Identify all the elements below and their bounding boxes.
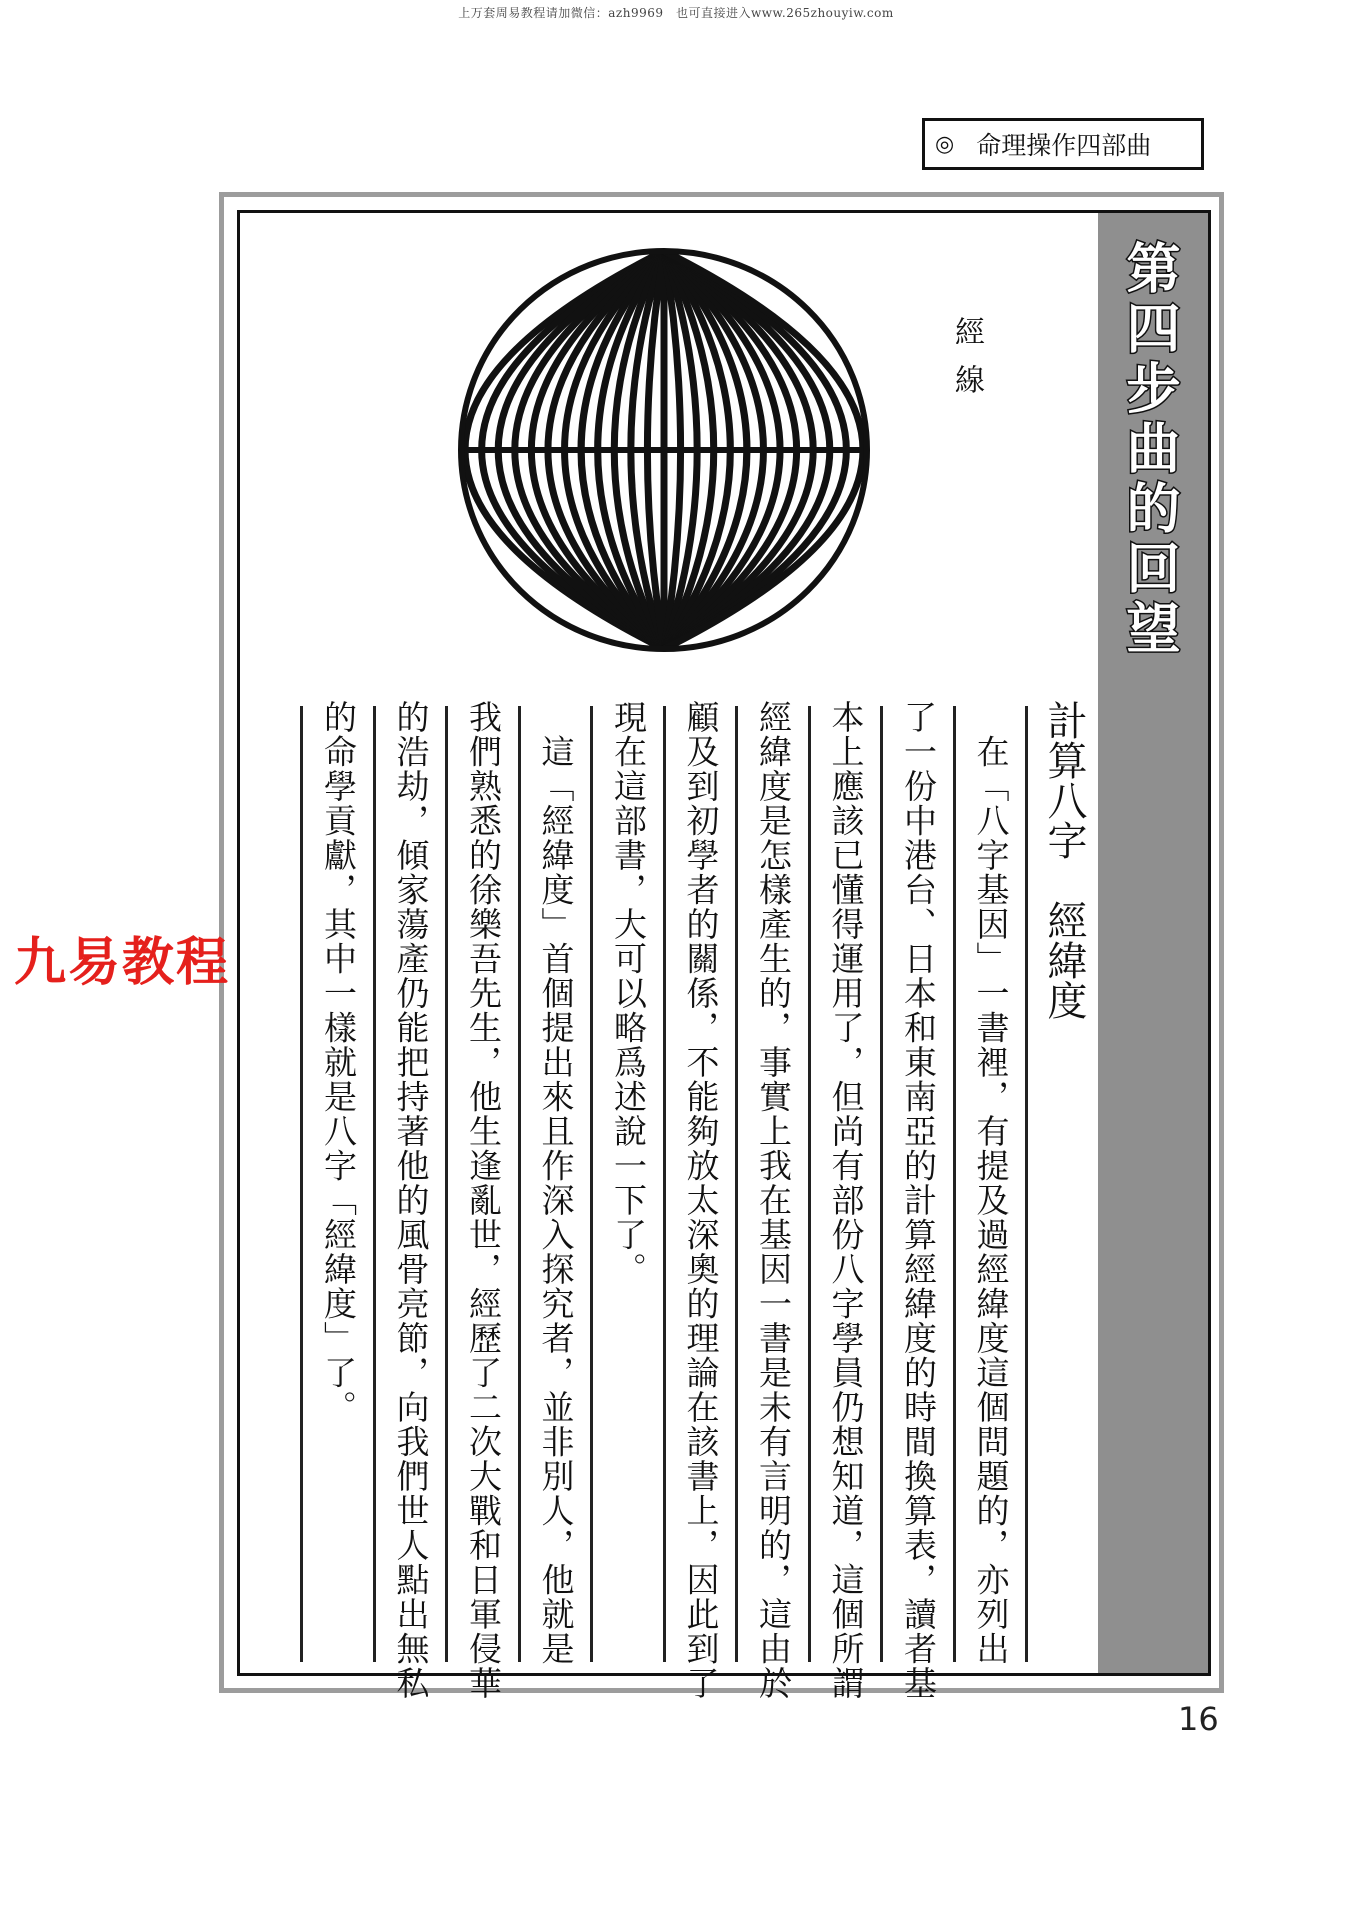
column-rule (1025, 706, 1028, 1662)
text-column: 的浩劫，傾家蕩產仍能把持著他的風骨亮節，向我們世人點出無私 (391, 700, 431, 1701)
globe-meridians-figure (458, 248, 870, 652)
text-column: 現在這部書，大可以略爲述說一下了。 (609, 700, 648, 1287)
text-column: 這「經緯度」首個提出來且作深入探究者，並非別人，他就是 (536, 700, 576, 1666)
column-rule (735, 706, 738, 1662)
series-title: 命理操作四部曲 (976, 131, 1152, 160)
column-rule (808, 706, 811, 1662)
page-number: 16 (1178, 1700, 1219, 1738)
column-rule (880, 706, 883, 1662)
text-column: 顧及到初學者的關係，不能夠放太深奧的理論在該書上，因此到了 (681, 700, 721, 1701)
text-column: 本上應該已懂得運用了，但尚有部份八字學員仍想知道，這個所謂 (826, 700, 866, 1701)
column-rule (445, 706, 448, 1662)
column-rule (518, 706, 521, 1662)
column-rule (663, 706, 666, 1662)
text-column: 我們熟悉的徐樂吾先生，他生逢亂世，經歷了二次大戰和日軍侵華 (464, 700, 503, 1701)
column-rule (953, 706, 956, 1662)
column-rule (590, 706, 593, 1662)
text-column: 經緯度是怎樣產生的，事實上我在基因一書是未有言明的，這由於 (754, 700, 793, 1701)
series-title-box (922, 118, 1204, 170)
double-circle-icon: ◎ (935, 131, 955, 157)
text-column: 在「八字基因」一書裡，有提及過經緯度這個問題的，亦列出 (971, 700, 1011, 1666)
text-column: 的命學貢獻，其中一樣就是八字「經緯度」了。 (319, 700, 358, 1425)
top-banner-text: 上万套周易教程请加微信：azh9969 也可直接进入www.265zhouyiw.com (458, 6, 894, 20)
column-rule (300, 706, 303, 1662)
chapter-title: 第四步曲的回望 (1118, 240, 1181, 660)
watermark-text: 九易教程 (14, 933, 231, 993)
text-column: 了一份中港台、日本和東南亞的計算經緯度的時間換算表，讀者基 (899, 700, 938, 1701)
section-heading: 計算八字 經緯度 (1041, 700, 1087, 1020)
column-rule (373, 706, 376, 1662)
figure-label: 經線 (949, 316, 984, 412)
